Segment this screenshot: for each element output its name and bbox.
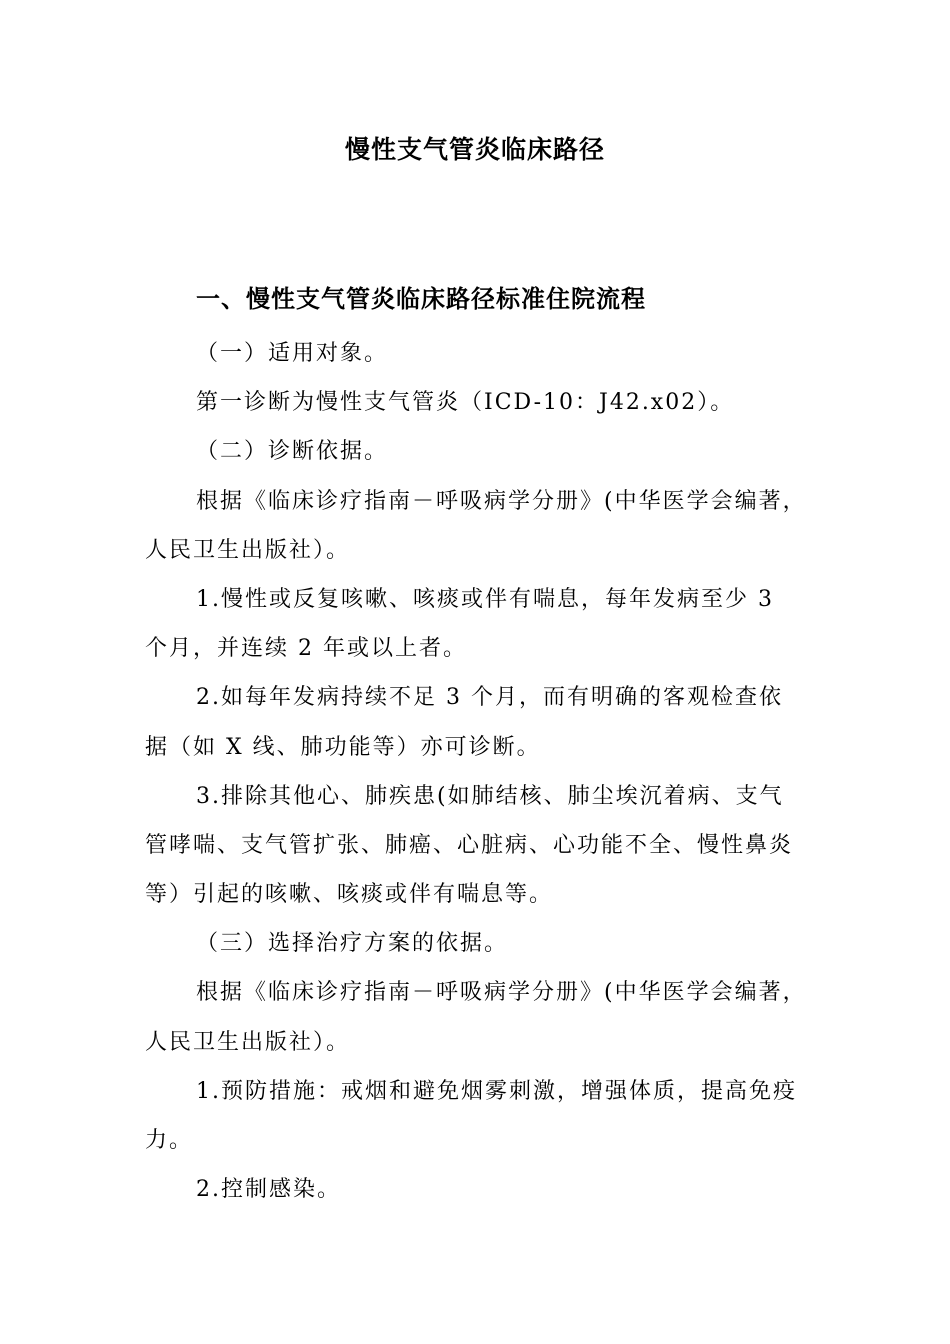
paragraph-line: 3.排除其他心、肺疾患(如肺结核、肺尘埃沉着病、支气 — [196, 783, 784, 809]
paragraph-line: 1.预防措施：戒烟和避免烟雾刺激，增强体质，提高免疫 — [196, 1078, 797, 1104]
paragraph-line: 等）引起的咳嗽、咳痰或伴有喘息等。 — [145, 882, 554, 908]
paragraph-line: 根据《临床诊疗指南－呼吸病学分册》(中华医学会编著， — [196, 980, 807, 1006]
paragraph-line: 第一诊断为慢性支气管炎（ICD-10：J42.x02）。 — [196, 390, 735, 416]
paragraph-line: 2.控制感染。 — [196, 1177, 341, 1203]
paragraph-line: 根据《临床诊疗指南－呼吸病学分册》(中华医学会编著， — [196, 488, 807, 514]
paragraph-line: 力。 — [145, 1128, 194, 1153]
paragraph-line: （一）适用对象。 — [196, 341, 389, 366]
paragraph-line: 人民卫生出版社）。 — [145, 537, 351, 563]
paragraph-line: （三）选择治疗方案的依据。 — [196, 931, 509, 957]
paragraph-line: 人民卫生出版社）。 — [145, 1029, 351, 1055]
paragraph-line: （二）诊断依据。 — [196, 439, 389, 465]
paragraph-line: 2.如每年发病持续不足 3 个月，而有明确的客观检查依 — [196, 685, 783, 711]
document-title: 慢性支气管炎临床路径 — [344, 135, 605, 164]
paragraph-line: 1.慢性或反复咳嗽、咳痰或伴有喘息，每年发病至少 3 — [196, 586, 774, 612]
paragraph-line: 个月，并连续 2 年或以上者。 — [145, 636, 467, 662]
document-body — [145, 329, 815, 1214]
section-heading: 一、慢性支气管炎临床路径标准住院流程 — [196, 285, 646, 313]
paragraph-line: 管哮喘、支气管扩张、肺癌、心脏病、心功能不全、慢性鼻炎 — [145, 832, 794, 858]
paragraph-line: 据（如 X 线、肺功能等）亦可诊断。 — [145, 734, 541, 760]
